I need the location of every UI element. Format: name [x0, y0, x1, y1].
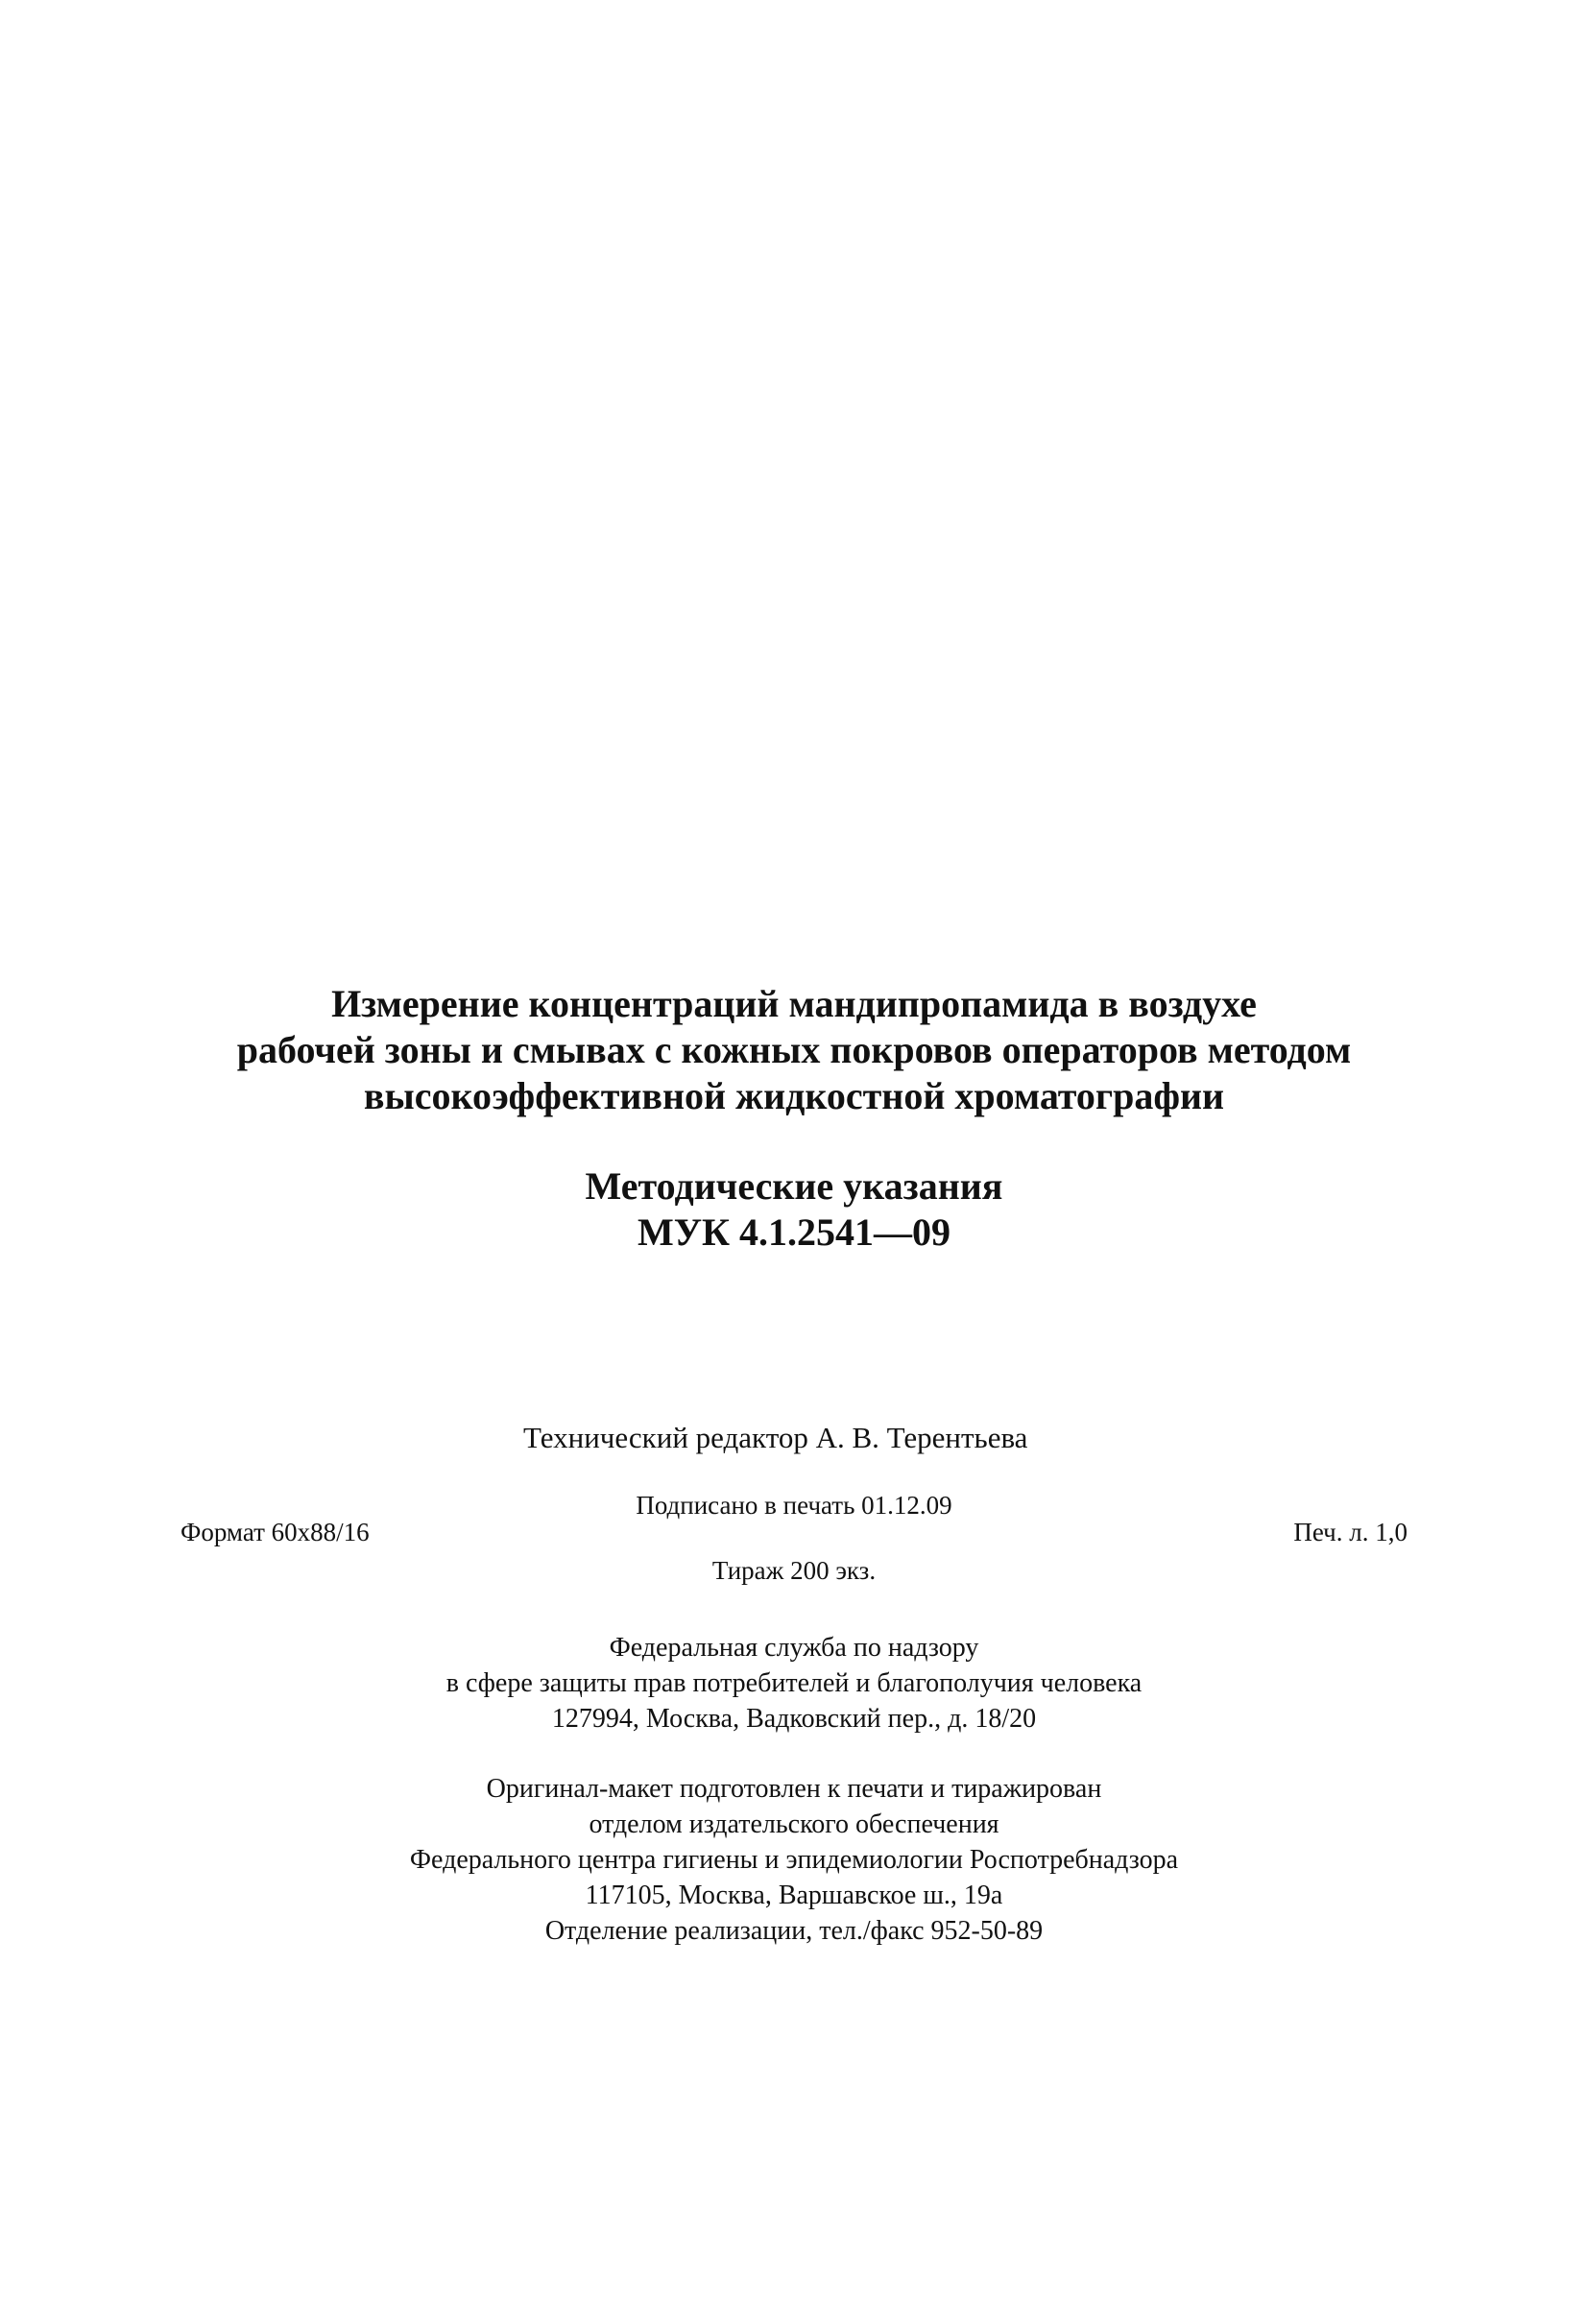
maker-line: Федерального центра гигиены и эпидемиологии Роспотребнадзора: [409, 1845, 1179, 1875]
document-subtitle: [0, 1163, 1588, 1256]
doc-number: МУК 4.1.2541—09: [637, 1210, 951, 1254]
maker-line: отделом издательского обеспечения: [589, 1809, 999, 1839]
maker-line: Оригинал-макет подготовлен к печати и тиражирован: [486, 1774, 1102, 1804]
publisher-line: в сфере защиты прав потребителей и благополучия человека: [445, 1668, 1143, 1698]
title-line: высокоэффективной жидкостной хроматографии: [363, 1074, 1225, 1117]
maker-line: Отделение реализации, тел./факс 952-50-89: [544, 1916, 1044, 1946]
maker-line: 117105, Москва, Варшавское ш., 19а: [585, 1881, 1003, 1910]
publisher-line: Федеральная служба по надзору: [609, 1633, 979, 1663]
title-line: рабочей зоны и смывах с кожных покровов операторов методом: [236, 1028, 1352, 1071]
tech-editor: Технический редактор А. В. Терентьева: [523, 1421, 1028, 1454]
signed-date: Подписано в печать 01.12.09: [636, 1491, 952, 1520]
publisher-block: [0, 1630, 1588, 1737]
doc-type: Методические указания: [585, 1164, 1003, 1208]
format-info: Формат 60x88/16: [180, 1518, 370, 1546]
publisher-line: 127994, Москва, Вадковский пер., д. 18/20: [551, 1704, 1037, 1734]
title-line: Измерение концентраций мандипропамида в воздухе: [331, 982, 1257, 1025]
document-title: [0, 981, 1588, 1119]
print-sheets: Печ. л. 1,0: [1293, 1518, 1408, 1546]
layout-maker-block: [0, 1771, 1588, 1949]
print-run: Тираж 200 экз.: [711, 1556, 877, 1585]
